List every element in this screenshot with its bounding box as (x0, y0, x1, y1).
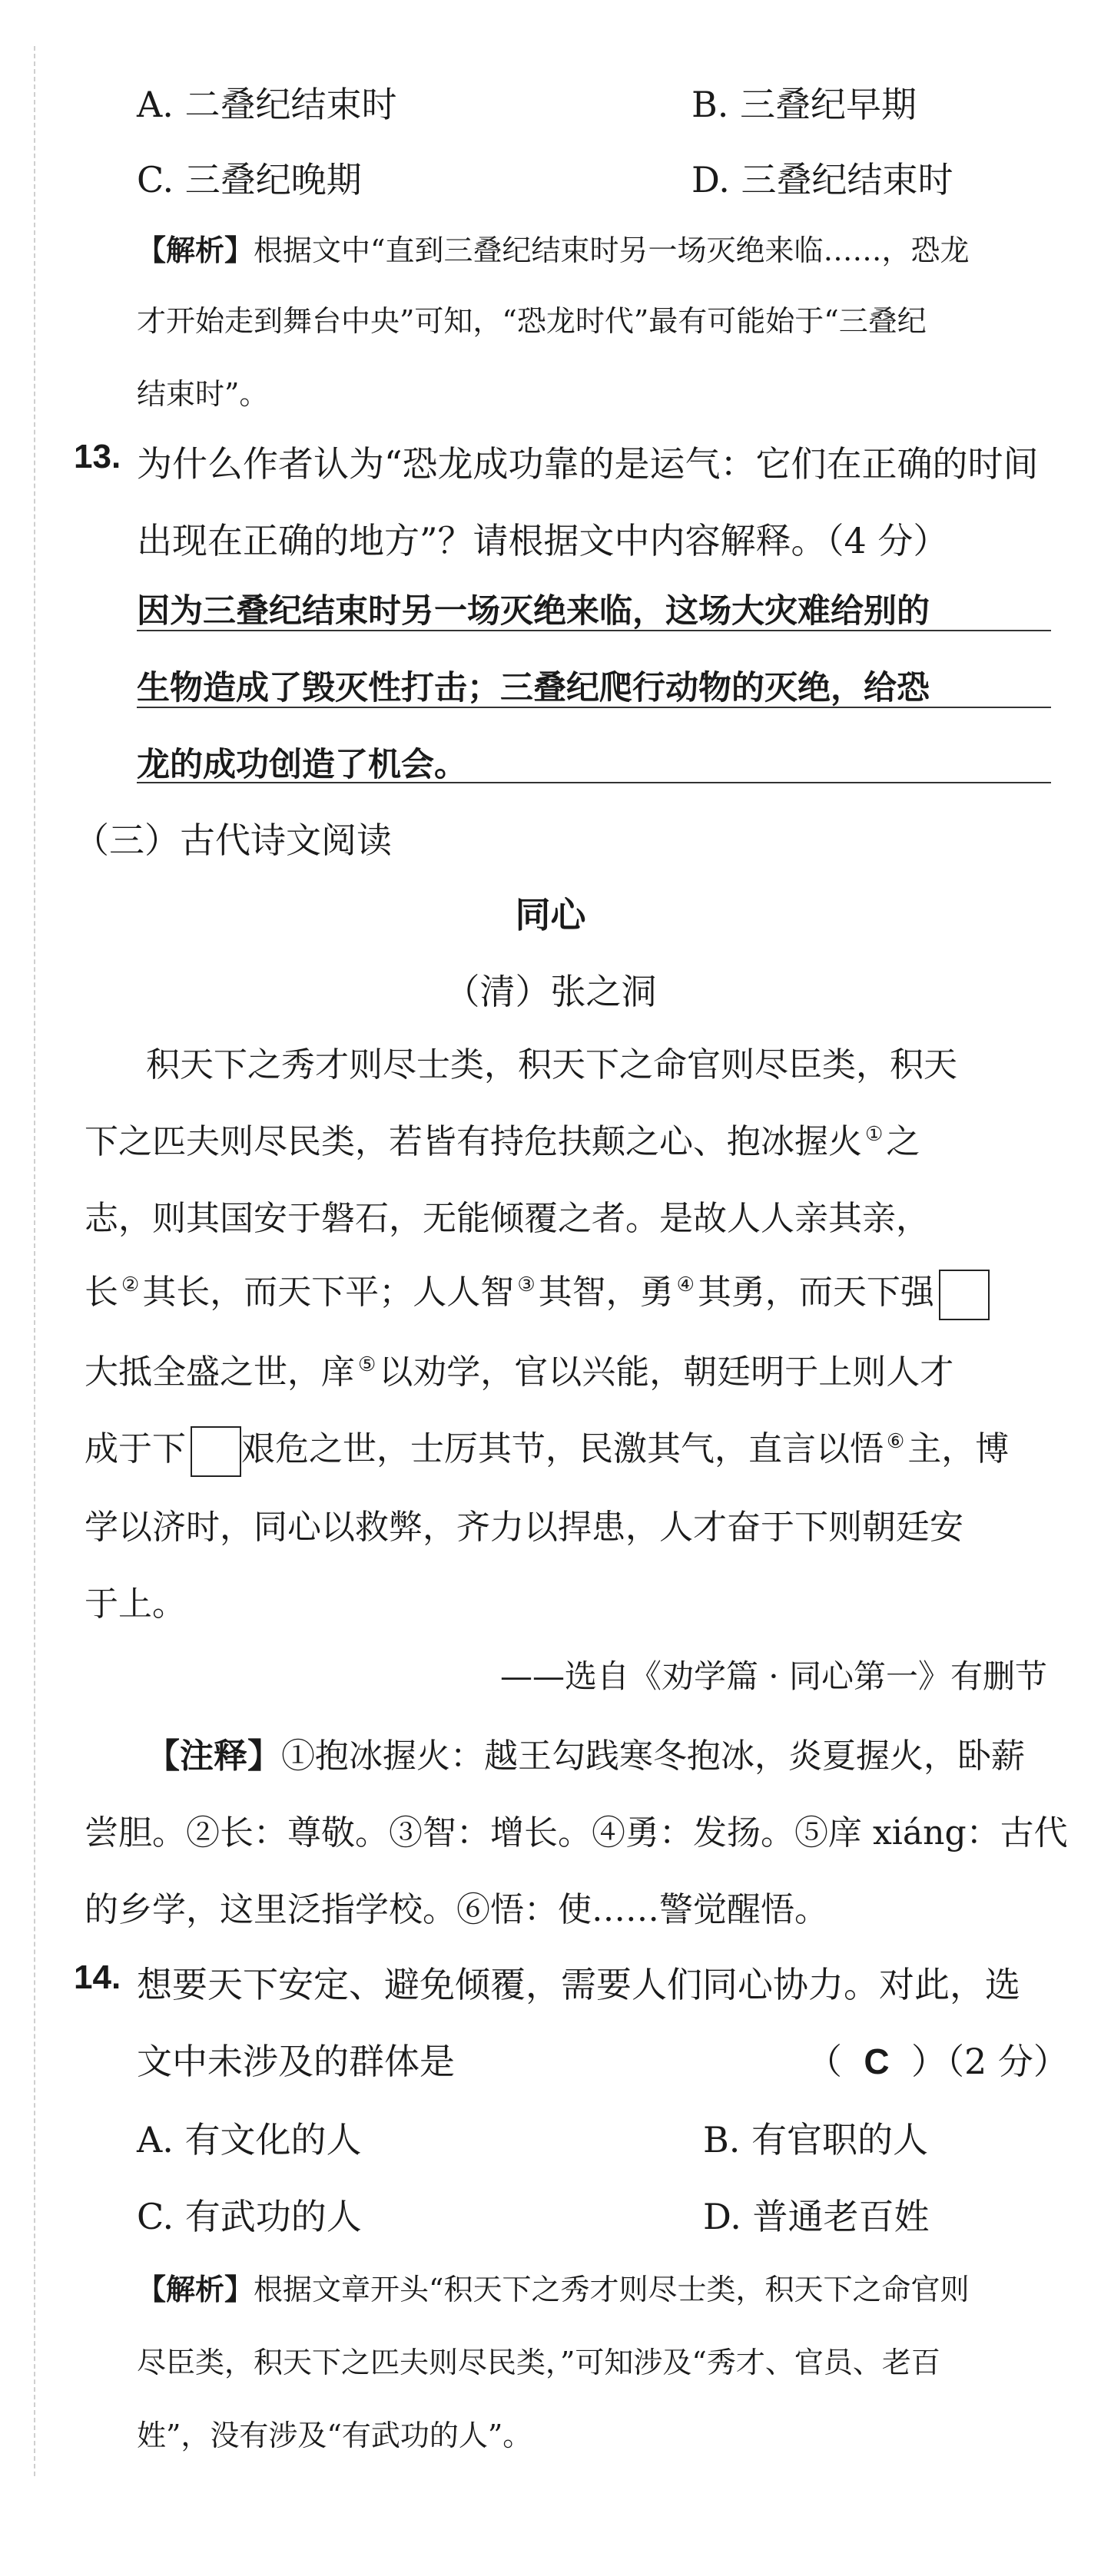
passage-text: 下之匹夫则尽民类，若皆有持危扶颠之心、抱冰握火 (85, 1122, 862, 1161)
poem-author: （清）张之洞 (444, 971, 657, 1012)
passage-line1: 积天下之秀才则尽士类，积天下之命官则尽臣类，积天 (146, 1045, 957, 1084)
q13-question-line2: 出现在正确的地方”？请根据文中内容解释。（4 分） (137, 520, 949, 561)
passage-text: 艰危之世，士厉其节，民激其气，直言以悟 (241, 1429, 884, 1468)
footnote-marker: ③ (517, 1273, 536, 1297)
q12-option-a: A. 二叠纪结束时 (137, 84, 397, 125)
q14-answer: C (864, 2041, 890, 2081)
passage-text: 主，博 (907, 1429, 1010, 1468)
passage-source: ——选自《劝学篇 · 同心第一》有删节 (499, 1657, 1047, 1695)
poem-title: 同心 (515, 894, 586, 935)
passage-text: 大抵全盛之世，庠 (85, 1353, 355, 1392)
q14-analysis-line2: 尽臣类，积天下之匹夫则尽民类，”可知涉及“秀才、官员、老百 (137, 2346, 940, 2379)
q12-analysis-line2: 才开始走到舞台中央”可知，“恐龙时代”最有可能始于“三叠纪 (137, 304, 927, 338)
notes-line2: 尝胆。②长：尊敬。③智：增长。④勇：发扬。⑤庠 xiáng：古代 (85, 1813, 1068, 1853)
passage-text: 其勇，而天下强 (697, 1273, 934, 1312)
analysis-label: 【解析】 (137, 2273, 254, 2306)
answer-underline (137, 782, 1051, 783)
q14-option-d: D. 普通老百姓 (703, 2196, 930, 2237)
q14-analysis-text-1: 根据文章开头“积天下之秀才则尽士类，积天下之命官则 (254, 2273, 970, 2306)
blank-box (939, 1270, 990, 1320)
passage-line6 (85, 1421, 1009, 1477)
passage-text: 以劝学，官以兴能，朝廷明于上则人才 (379, 1353, 954, 1392)
passage-text: 其智，勇 (538, 1273, 674, 1312)
q12-analysis-line1 (137, 227, 969, 269)
notes-label: 【注释】 (146, 1737, 281, 1776)
binding-margin-line (34, 46, 35, 2476)
bracket-open: （ (807, 2041, 842, 2082)
q13-number: 13. (74, 438, 121, 475)
q14-option-c: C. 有武功的人 (137, 2196, 362, 2237)
passage-line4 (85, 1264, 990, 1320)
q14-analysis-line3: 姓”，没有涉及“有武功的人”。 (137, 2419, 532, 2452)
q14-question-line1: 想要天下安定、避免倾覆，需要人们同心协力。对此，选 (137, 1964, 1020, 2005)
passage-line8: 于上。 (85, 1584, 186, 1624)
answer-underline (137, 707, 1051, 708)
q14-option-b: B. 有官职的人 (703, 2119, 929, 2160)
q13-answer-line1: 因为三叠纪结束时另一场灭绝来临，这场大灾难给别的 (137, 592, 930, 631)
footnote-marker: ⑤ (358, 1353, 376, 1377)
analysis-label: 【解析】 (137, 233, 254, 267)
bracket-close: ）（2 分） (911, 2041, 1069, 2082)
footnote-marker: ⑥ (887, 1430, 905, 1454)
q14-number: 14. (74, 1958, 121, 1996)
footnote-marker: ④ (676, 1273, 695, 1297)
q12-option-d: D. 三叠纪结束时 (691, 159, 953, 200)
footnote-marker: ② (121, 1273, 140, 1297)
passage-text: 其长，而天下平；人人智 (142, 1273, 515, 1312)
q12-analysis-line3: 结束时”。 (137, 377, 269, 411)
q12-option-c: C. 三叠纪晚期 (137, 159, 362, 200)
passage-text: 长 (85, 1273, 118, 1312)
answer-underline (137, 630, 1051, 631)
q12-option-b: B. 三叠纪早期 (691, 84, 917, 125)
blank-box (191, 1426, 241, 1477)
section-heading: （三）古代诗文阅读 (74, 819, 392, 861)
q13-answer-line3: 龙的成功创造了机会。 (137, 746, 467, 784)
passage-text: 成于下 (85, 1429, 186, 1468)
passage-line3: 志，则其国安于磐石，无能倾覆之者。是故人人亲其亲， (85, 1199, 930, 1238)
notes-text: ①抱冰握火：越王勾践寒冬抱冰，炎夏握火，卧薪 (281, 1737, 1025, 1776)
footnote-marker: ① (865, 1123, 884, 1147)
q14-option-a: A. 有文化的人 (137, 2119, 362, 2160)
passage-line7: 学以济时，同心以救弊，齐力以捍患，人才奋于下则朝廷安 (85, 1508, 963, 1547)
q14-question-line2: 文中未涉及的群体是 (137, 2041, 455, 2082)
passage-text: 之 (886, 1122, 920, 1161)
notes-line3: 的乡学，这里泛指学校。⑥悟：使……警觉醒悟。 (85, 1890, 828, 1929)
passage-line5 (85, 1344, 953, 1393)
q14-answer-bracket (807, 2034, 1069, 2084)
passage-line2 (85, 1114, 920, 1163)
q12-analysis-text-1: 根据文中“直到三叠纪结束时另一场灭绝来临……，恐龙 (254, 233, 970, 267)
q14-analysis-line1 (137, 2266, 969, 2308)
q13-question-line1: 为什么作者认为“恐龙成功靠的是运气：它们在正确的时间 (137, 443, 1039, 485)
notes-line1 (146, 1728, 1025, 1777)
q13-answer-line2: 生物造成了毁灭性打击；三叠纪爬行动物的灭绝，给恐 (137, 669, 930, 707)
